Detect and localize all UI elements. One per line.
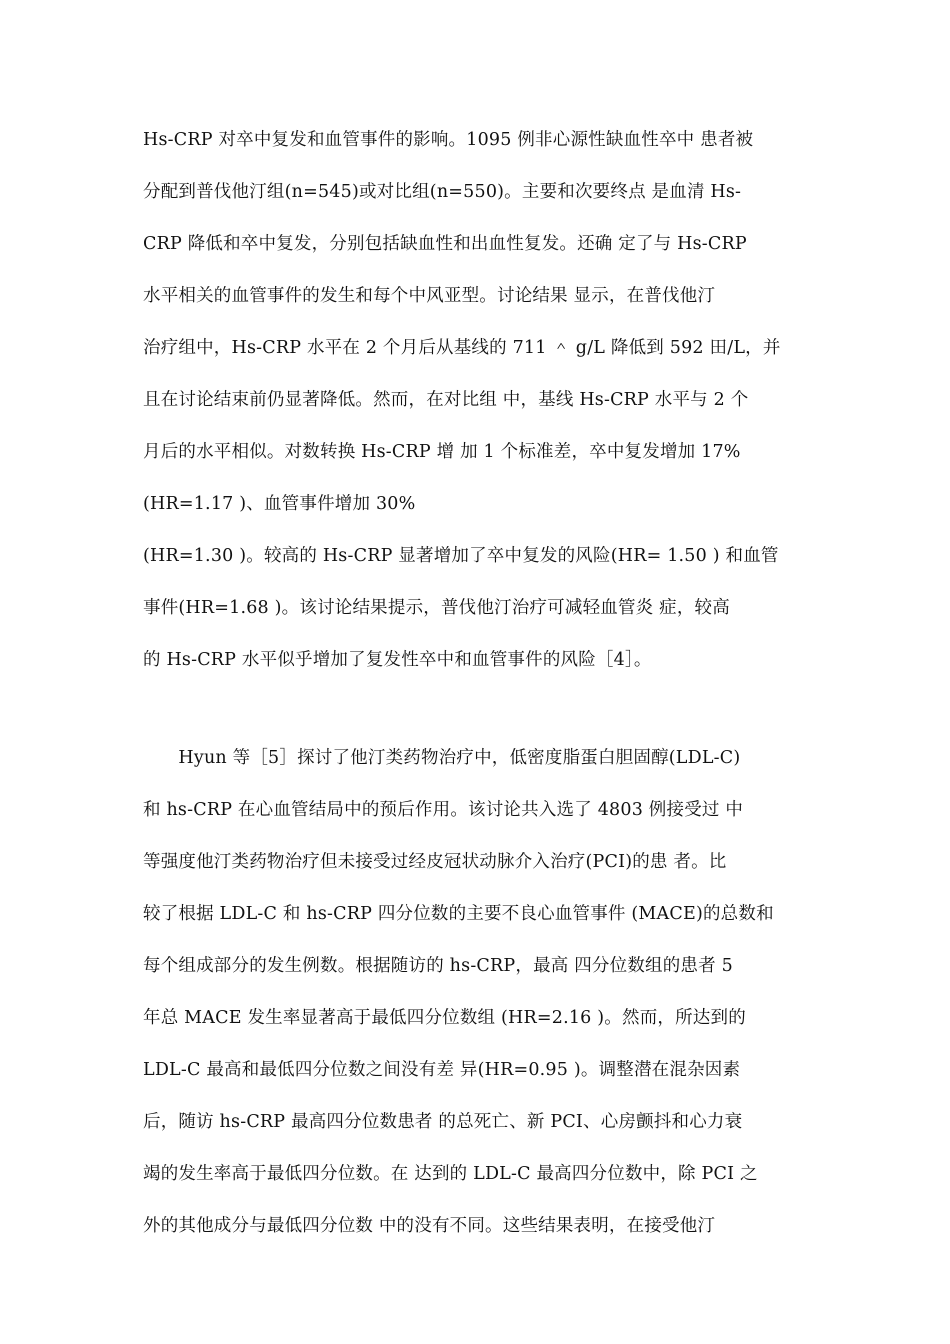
text-line: 分配到普伐他汀组(n=545)或对比组(n=550)。主要和次要终点 是血清 Hs- [143,182,742,202]
paragraph-hyun-study [143,744,823,1264]
text-line: 竭的发生率高于最低四分位数。在 达到的 LDL-C 最高四分位数中，除 PCI 之 [143,1164,758,1184]
text-line: 和 hs-CRP 在心血管结局中的预后作用。该讨论共入选了 4803 例接受过 中 [143,800,744,820]
text-line: LDL-C 最高和最低四分位数之间没有差 异(HR=0.95 )。调整潜在混杂因素 [143,1060,741,1080]
text-line: 且在讨论结束前仍显著降低。然而，在对比组 中，基线 Hs-CRP 水平与 2 个 [143,390,749,410]
text-line: 较了根据 LDL-C 和 hs-CRP 四分位数的主要不良心血管事件 (MACE)的总数和 [143,904,774,924]
text-line: 年总 MACE 发生率显著高于最低四分位数组 (HR=2.16 )。然而，所达到的 [143,1008,746,1028]
text-line: Hyun 等［5］探讨了他汀类药物治疗中，低密度脂蛋白胆固醇(LDL-C) [143,748,741,768]
text-line: 外的其他成分与最低四分位数 中的没有不同。这些结果表明，在接受他汀 [143,1216,716,1236]
text-line: 水平相关的血管事件的发生和每个中风亚型。讨论结果 显示，在普伐他汀 [143,286,716,306]
text-line: 治疗组中，Hs-CRP 水平在 2 个月后从基线的 711 ＾ g/L 降低到 592 田/L，并 [143,338,781,358]
text-line: (HR=1.30 )。较高的 Hs-CRP 显著增加了卒中复发的风险(HR= 1.50 ) 和血管 [143,546,779,566]
text-line: 月后的水平相似。对数转换 Hs-CRP 增 加 1 个标准差，卒中复发增加 17% [143,442,741,462]
paragraph-hs-crp-stroke [143,126,823,698]
text-line: 等强度他汀类药物治疗但未接受过经皮冠状动脉介入治疗(PCI)的患 者。比 [143,852,727,872]
text-line: 的 Hs-CRP 水平似乎增加了复发性卒中和血管事件的风险［4］。 [143,650,652,670]
text-line: Hs-CRP 对卒中复发和血管事件的影响。1095 例非心源性缺血性卒中 患者被 [143,130,754,150]
text-line: 每个组成部分的发生例数。根据随访的 hs-CRP，最高 四分位数组的患者 5 [143,956,733,976]
text-line: 后，随访 hs-CRP 最高四分位数患者 的总死亡、新 PCI、心房颤抖和心力衰 [143,1112,743,1132]
text-line: (HR=1.17 )、血管事件增加 30% [143,494,416,514]
text-line: CRP 降低和卒中复发，分别包括缺血性和出血性复发。还确 定了与 Hs-CRP [143,234,747,254]
text-line: 事件(HR=1.68 )。该讨论结果提示，普伐他汀治疗可减轻血管炎 症，较高 [143,598,730,618]
